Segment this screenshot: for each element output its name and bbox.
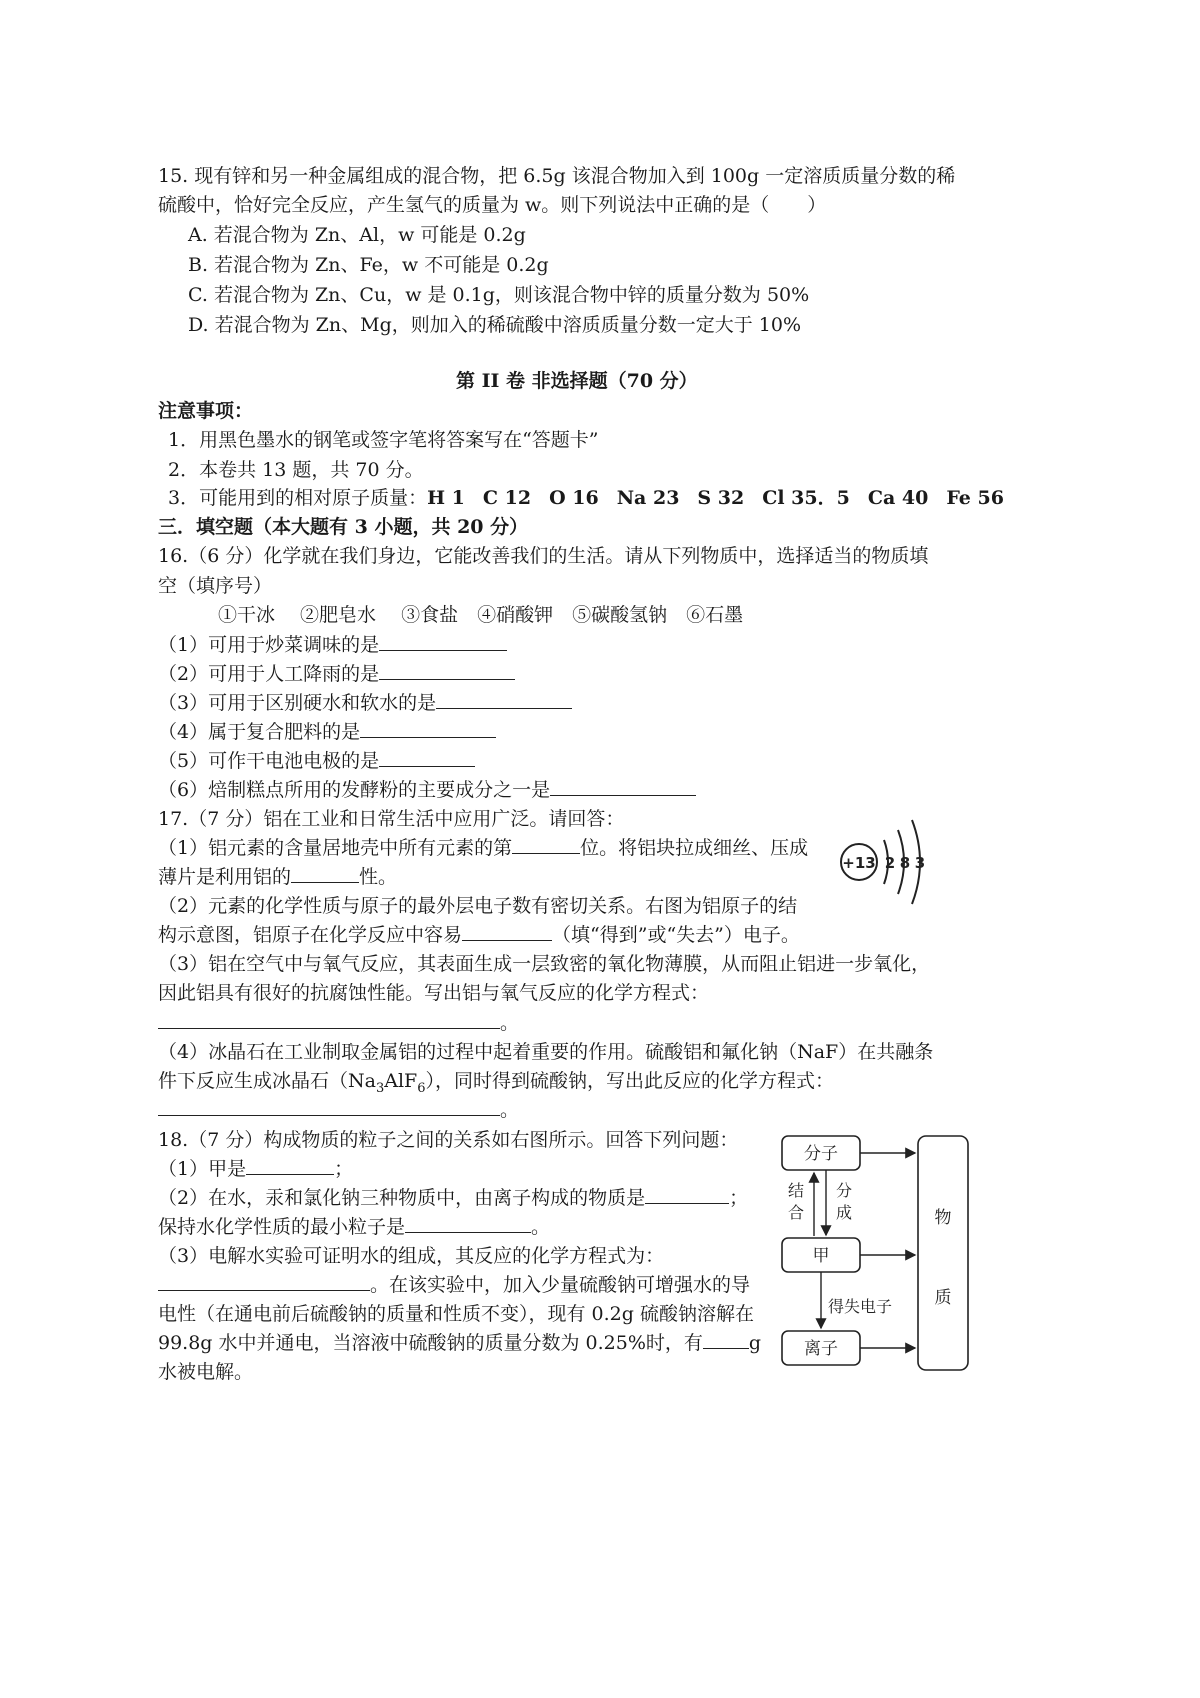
substance-label: 质 [934,1288,952,1308]
q17-part-4-answer [158,1097,519,1123]
notice-item-2: 2．本卷共 13 题，共 70 分。 [168,459,424,481]
q16-item-4-text: （4）属于复合肥料的是 [158,721,361,743]
notice-item-3-prefix: 3．可能用到的相对原子质量： [168,487,428,509]
q16-stem-line2: 空（填序号） [158,575,273,597]
q18-p1b: ； [334,1158,354,1180]
q16-item-1-text: （1）可用于炒菜调味的是 [158,634,380,656]
q16-item-5-text: （5）可作干电池电极的是 [158,750,380,772]
q18-part-3-line5: 水被电解。 [158,1361,254,1383]
q17-p1d: 性。 [359,866,398,888]
q18-p2c: 保持水化学性质的最小粒子是 [158,1216,406,1238]
particle-relationship-diagram [776,1128,976,1378]
answer-blank[interactable] [512,835,580,854]
subscript: 6 [417,1080,426,1096]
q18-part-3-line1: （3）电解水实验可证明水的组成，其反应的化学方程式为： [158,1245,665,1267]
q18-p2a: （2）在水，汞和氯化钠三种物质中，由离子构成的物质是 [158,1187,646,1209]
q18-p3d: 99.8g 水中并通电，当溶液中硫酸钠的质量分数为 0.25%时，有 [158,1332,703,1354]
q16-item-2 [158,661,515,687]
q17-p4b-3: ），同时得到硫酸钠，写出此反应的化学方程式： [425,1070,835,1092]
combine-label: 合 [787,1203,805,1222]
q17-part-3-line1: （3）铝在空气中与氧气反应，其表面生成一层致密的氧化物薄膜，从而阻止铝进一步氧化， [158,953,931,975]
section3-title: 三．填空题（本大题有 3 小题，共 20 分） [158,516,529,538]
q15-option-a: A. 若混合物为 Zn、Al，w 可能是 0.2g [188,224,526,246]
section2-title: 第 II 卷 非选择题（70 分） [456,370,698,392]
ion-label: 离子 [804,1339,838,1359]
q17-p1b: 位。将铝块拉成细丝、压成 [580,837,809,859]
q15-option-c: C. 若混合物为 Zn、Cu，w 是 0.1g，则该混合物中锌的质量分数为 50% [188,284,810,306]
answer-blank[interactable] [158,1272,370,1291]
split-label: 成 [835,1203,853,1222]
answer-blank[interactable] [379,748,475,767]
q16-item-3 [158,690,572,716]
q18-part-2-line1 [158,1185,748,1211]
q17-p4b-2: AlF [384,1070,418,1092]
q15-option-b: B. 若混合物为 Zn、Fe，w 不可能是 0.2g [188,254,549,276]
q16-item-4 [158,719,496,745]
q17-p1c: 薄片是利用铝的 [158,866,292,888]
answer-blank[interactable] [436,690,572,709]
q17-p1a: （1）铝元素的含量居地壳中所有元素的第 [158,837,513,859]
aluminum-atom-diagram [832,808,942,908]
q17-part-1-line1 [158,835,808,861]
atomic-mass: Na 23 [616,487,680,509]
jia-label: 甲 [812,1246,830,1266]
q16-stem-line1: 16.（6 分）化学就在我们身边，它能改善我们的生活。请从下列物质中，选择适当的物质填 [158,545,929,567]
q17-stem: 17.（7 分）铝在工业和日常生活中应用广泛。请回答： [158,808,625,830]
q15-stem-line2: 硫酸中，恰好完全反应，产生氢气的质量为 w。则下列说法中正确的是（ ） [158,194,827,216]
atomic-mass: S 32 [697,487,745,509]
gain-lose-label: 得失电子 [828,1297,893,1316]
q17-part-2-line1: （2）元素的化学性质与原子的最外层电子数有密切关系。右图为铝原子的结 [158,895,798,917]
q18-stem: 18.（7 分）构成物质的粒子之间的关系如右图所示。回答下列问题： [158,1129,739,1151]
substance-label: 物 [934,1208,952,1228]
q17-part-4-line1: （4）冰晶石在工业制取金属铝的过程中起着重要的作用。硫酸铝和氟化钠（NaF）在共融条 [158,1041,934,1063]
notice-title: 注意事项： [158,400,254,422]
split-label: 分 [835,1181,853,1200]
q18-p1a: （1）甲是 [158,1158,247,1180]
answer-blank[interactable] [158,1010,500,1029]
shell-electron-count: 2 [884,854,896,872]
answer-blank[interactable] [158,1097,500,1116]
answer-blank[interactable] [405,1214,531,1233]
answer-blank[interactable] [550,777,696,796]
q16-choices: ①干冰 ②肥皂水 ③食盐 ④硝酸钾 ⑤碳酸氢钠 ⑥石墨 [218,604,744,626]
q15-stem-line1: 15. 现有锌和另一种金属组成的混合物，把 6.5g 该混合物加入到 100g 一定溶质质量分数的稀 [158,165,956,187]
q17-p2c: （填“得到”或“失去”）电子。 [552,924,800,946]
q15-option-d: D. 若混合物为 Zn、Mg，则加入的稀硫酸中溶质质量分数一定大于 10% [188,314,802,336]
q18-part-2-line2 [158,1214,550,1240]
answer-blank[interactable] [246,1156,334,1175]
nucleus-charge: +13 [842,854,876,872]
shell-electron-count: 8 [899,854,911,872]
answer-blank[interactable] [291,864,359,883]
q17-part-3-answer [158,1010,519,1036]
answer-blank[interactable] [379,632,507,651]
q18-part-3-line2 [158,1272,750,1298]
subscript: 3 [375,1080,385,1096]
q18-p2b: ； [729,1187,749,1209]
q18-part-3-line4 [158,1330,761,1356]
q16-item-6 [158,777,696,803]
q17-part-1-line2 [158,864,397,890]
answer-blank[interactable] [462,922,552,941]
period: 。 [500,1099,520,1121]
q18-part-3-line3: 电性（在通电前后硫酸钠的质量和性质不变），现有 0.2g 硫酸钠溶解在 [158,1303,754,1325]
notice-item-1: 1．用黑色墨水的钢笔或签字笔将答案写在“答题卡” [168,429,599,451]
q18-p3b: 。在该实验中，加入少量硫酸钠可增强水的导 [370,1274,751,1296]
notice-item-3 [168,485,1004,511]
q17-p4b-1: 件下反应生成冰晶石（Na [158,1070,376,1092]
q17-part-3-line2: 因此铝具有很好的抗腐蚀性能。写出铝与氧气反应的化学方程式： [158,982,710,1004]
atomic-mass: H 1 [427,487,465,509]
q18-p2d: 。 [531,1216,551,1238]
substance-box [918,1136,968,1370]
combine-label: 结 [787,1181,805,1200]
shell-electron-count: 3 [914,854,926,872]
period: 。 [500,1012,520,1034]
atomic-mass: O 16 [549,487,599,509]
molecule-label: 分子 [804,1144,838,1164]
q16-item-5 [158,748,475,774]
q16-item-2-text: （2）可用于人工降雨的是 [158,663,380,685]
answer-blank[interactable] [360,719,496,738]
q18-part-1 [158,1156,353,1182]
atomic-mass: Cl 35．5 [762,487,850,509]
atomic-mass: Fe 56 [946,487,1004,509]
answer-blank[interactable] [645,1185,729,1204]
atomic-mass: C 12 [482,487,532,509]
answer-blank[interactable] [379,661,515,680]
q16-item-3-text: （3）可用于区别硬水和软水的是 [158,692,437,714]
q17-part-2-line2 [158,922,800,948]
q17-p2b: 构示意图，铝原子在化学反应中容易 [158,924,463,946]
q16-item-6-text: （6）焙制糕点所用的发酵粉的主要成分之一是 [158,779,551,801]
answer-blank[interactable] [703,1330,749,1349]
q18-p3e: g [748,1332,762,1354]
q16-item-1 [158,632,507,658]
atomic-mass: Ca 40 [867,487,929,509]
